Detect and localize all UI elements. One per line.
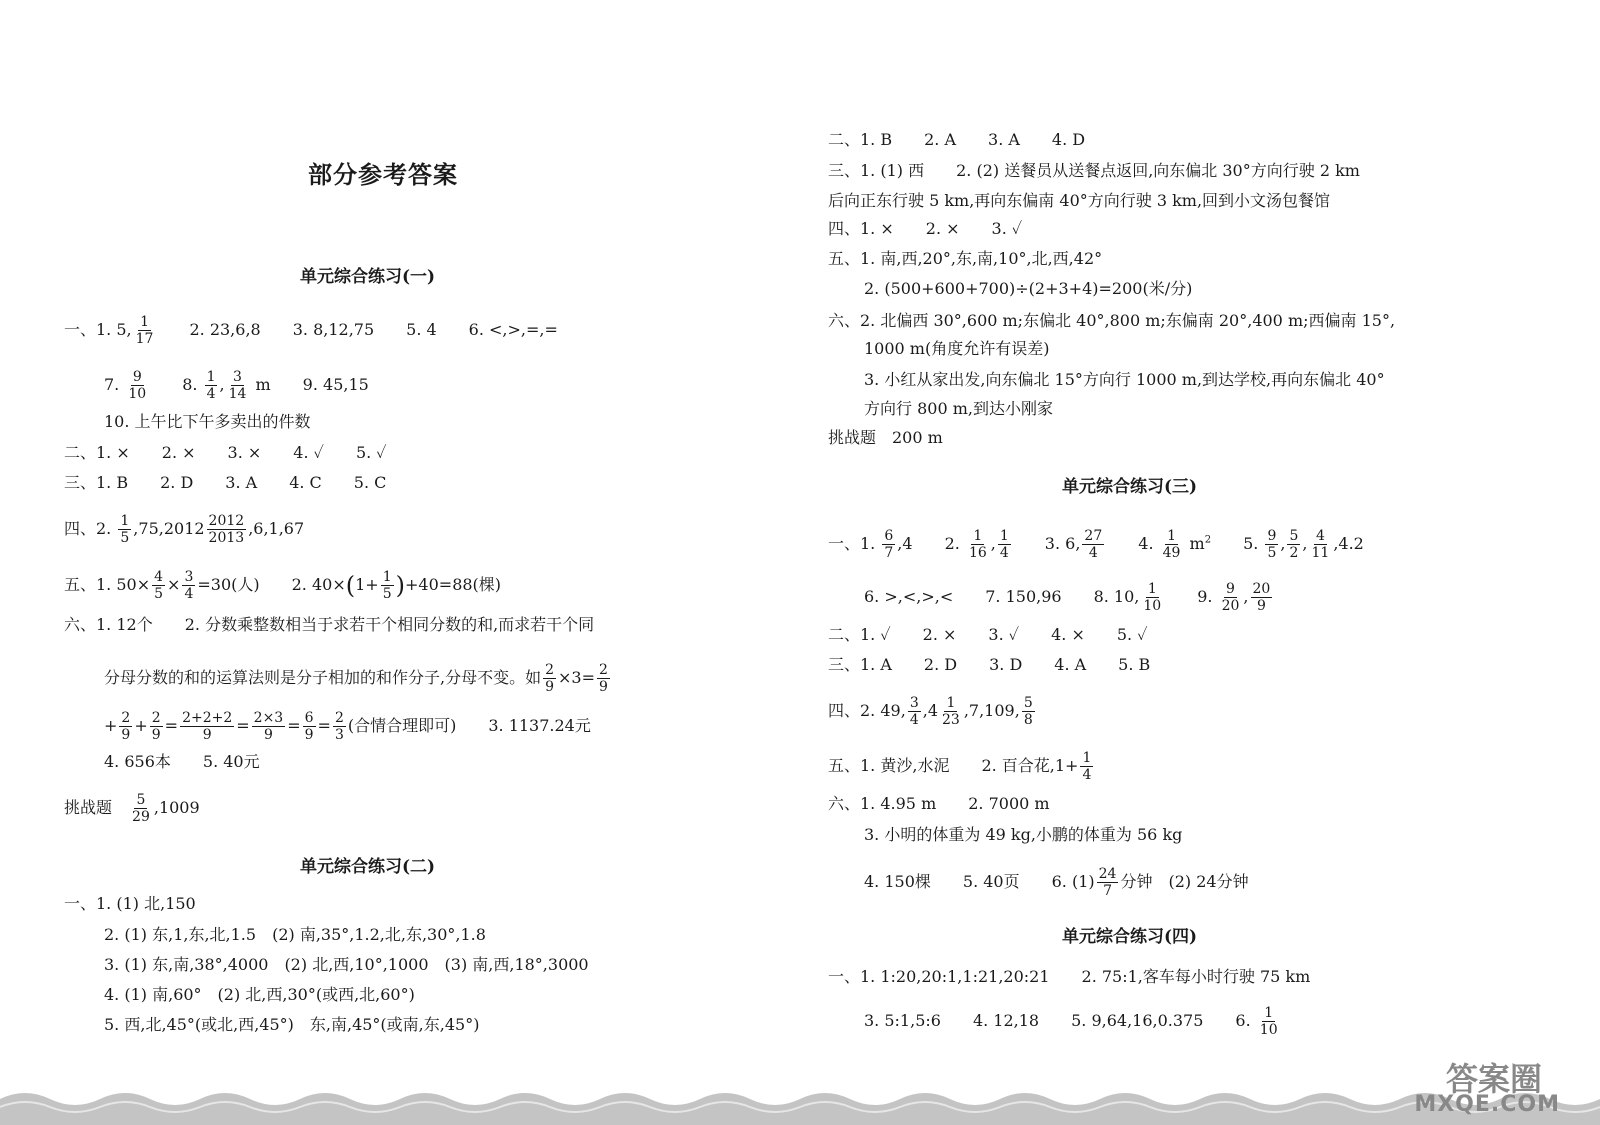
page-title: 部分参考答案 — [308, 160, 458, 189]
answer-line-u2-q2: 二、1. B 2. A 3. A 4. D — [828, 130, 1086, 149]
fraction: $\frac{6}{7}$ — [884, 528, 894, 561]
fraction: $\frac{2}{3}$ — [334, 710, 344, 743]
answer-line-u1-q1a: 一、1. 5, $\frac{1}{17}$ 2. 23,6,8 3. 8,12,75 5. 4 6. <,>,=,= — [64, 314, 558, 347]
answer-line-u1-q6c: + $\frac{2}{9}$ + $\frac{2}{9}$ = $\frac{2+2+2}{9}$ = $\frac{2\times 3}{9}$ = $\frac{6}{9}$ = $\frac{2}{3}$ (合情合理即可) 3. 1137.24元 — [104, 710, 591, 743]
answer-line-u2-q6d: 方向行 800 m,到达小刚家 — [864, 399, 1053, 418]
watermark-url: MXQE.COM — [1414, 1092, 1560, 1117]
fraction: $\frac{1}{4}$ — [999, 528, 1009, 561]
fraction: $\frac{5}{29}$ — [132, 792, 150, 825]
answer-line-u2-q6a: 六、2. 北偏西 30°,600 m;东偏北 40°,800 m;东偏南 20°,400 m;西偏南 15°, — [828, 311, 1396, 330]
answer-line-u2-q6b: 1000 m(角度允许有误差) — [864, 339, 1050, 358]
answer-line-u2-q3b: 后向正东行驶 5 km,再向东偏南 40°方向行驶 3 km,回到小文汤包餐馆 — [828, 191, 1331, 210]
section-heading-unit1: 单元综合练习(一) — [300, 267, 436, 287]
answer-line-u1-q2: 二、1. × 2. × 3. × 4. ✓ 5. ✓ — [64, 443, 387, 462]
answer-line-u1-q1c: 10. 上午比下午多卖出的件数 — [104, 412, 311, 431]
fraction: $\frac{9}{5}$ — [1267, 528, 1277, 561]
fraction: $\frac{1}{23}$ — [942, 695, 960, 728]
answer-line-u1-q6b: 分母分数的和的运算法则是分子相加的和作分子,分母不变。如 $\frac{2}{9}$ ×3= $\frac{2}{9}$ — [104, 662, 608, 695]
answer-line-u1-challenge: 挑战题 $\frac{5}{29}$ ,1009 — [64, 792, 200, 825]
answer-line-u4-2: 3. 5:1,5:6 4. 12,18 5. 9,64,16,0.375 6. $\frac{1}{10}$ — [864, 1005, 1278, 1038]
section-heading-unit4: 单元综合练习(四) — [1062, 927, 1198, 947]
fraction: $\frac{9}{20}$ — [1221, 581, 1240, 614]
fraction: $\frac{2}{9}$ — [545, 662, 555, 695]
section-heading-unit3: 单元综合练习(三) — [1062, 477, 1198, 497]
answer-line-u3-q6a: 六、1. 4.95 m 2. 7000 m — [828, 794, 1050, 813]
decorative-wave-border — [0, 1085, 1600, 1125]
answer-line-u3-q6b: 3. 小明的体重为 49 kg,小鹏的体重为 56 kg — [864, 825, 1183, 844]
answer-line-u2-1: 一、1. (1) 北,150 — [64, 894, 196, 913]
watermark-logo-text: 答案圈 — [1445, 1060, 1542, 1098]
answer-line-u2-q6c: 3. 小红从家出发,向东偏北 15°方向行 1000 m,到达学校,再向东偏北 40° — [864, 370, 1385, 389]
answer-line-u3-q4: 四、2. 49, $\frac{3}{4}$ ,4 $\frac{1}{23}$ ,7,109, $\frac{5}{8}$ — [828, 695, 1033, 728]
fraction: $\frac{3}{14}$ — [228, 369, 247, 402]
answer-line-u3-q3: 三、1. A 2. D 3. D 4. A 5. B — [828, 655, 1151, 674]
answer-line-u3-q1a: 一、1. $\frac{6}{7}$ ,4 2. $\frac{1}{16}$ , $\frac{1}{4}$ 3. 6, $\frac{27}{4}$ 4. $\frac{1}{49}$ $m^2$ 5. $\frac{9}{5}$ , $\frac{5}{2}$ , $\frac{4}{11}$ ,4.2 — [828, 528, 1364, 561]
answer-line-u2-q3a: 三、1. (1) 西 2. (2) 送餐员从送餐点返回,向东偏北 30°方向行驶 2 km — [828, 161, 1360, 180]
answer-line-u3-q5: 五、1. 黄沙,水泥 2. 百合花,1+ $\frac{1}{4}$ — [828, 750, 1092, 783]
fraction: $\frac{3}{4}$ — [909, 695, 919, 728]
fraction: $\frac{1}{5}$ — [120, 513, 130, 546]
fraction: $\frac{2012}{2013}$ — [208, 513, 245, 546]
fraction: $\frac{1}{4}$ — [206, 369, 216, 402]
fraction: $\frac{3}{4}$ — [184, 569, 194, 602]
answer-line-u2-challenge: 挑战题 200 m — [828, 428, 943, 447]
fraction: $\frac{1}{49}$ — [1162, 528, 1181, 561]
fraction: $\frac{4}{5}$ — [154, 569, 164, 602]
answer-line-u2-q5b: 2. (500+600+700)÷(2+3+4)=200(米/分) — [864, 279, 1193, 298]
answer-line-u2-q4: 四、1. × 2. × 3. ✓ — [828, 219, 1023, 238]
answer-line-u1-q1b: 7. $\frac{9}{10}$ 8. $\frac{1}{4}$ , $\frac{3}{14}$ m 9. 45,15 — [104, 369, 369, 402]
fraction: $\frac{2}{9}$ — [151, 710, 161, 743]
fraction: $\frac{5}{8}$ — [1023, 695, 1033, 728]
fraction: $\frac{20}{9}$ — [1252, 581, 1271, 614]
fraction: $\frac{2}{9}$ — [599, 662, 608, 695]
fraction: $\frac{27}{4}$ — [1084, 528, 1103, 561]
answer-line-u3-q1b: 6. >,<,>,< 7. 150,96 8. 10, $\frac{1}{10}$ 9. $\frac{9}{20}$ , $\frac{20}{9}$ — [864, 581, 1271, 614]
fraction: $\frac{24}{7}$ — [1098, 866, 1117, 899]
fraction: $\frac{2+2+2}{9}$ — [182, 710, 233, 743]
fraction: $\frac{2}{9}$ — [121, 710, 131, 743]
answer-line-u2-2: 2. (1) 东,1,东,北,1.5 (2) 南,35°,1.2,北,东,30°,1.8 — [104, 925, 486, 944]
answer-line-u1-q4: 四、2. $\frac{1}{5}$ ,75,2012 $\frac{2012}{2013}$ ,6,1,67 — [64, 513, 305, 546]
answer-line-u2-5: 5. 西,北,45°(或北,西,45°) 东,南,45°(或南,东,45°) — [104, 1015, 480, 1034]
fraction: $\frac{1}{10}$ — [1143, 581, 1162, 614]
fraction: $\frac{1}{5}$ — [382, 569, 392, 602]
answer-line-u1-q5: 五、1. 50× $\frac{4}{5}$ × $\frac{3}{4}$ =30(人) 2. 40×(1+ $\frac{1}{5}$ )+40=88(棵) — [64, 569, 502, 602]
answer-line-u2-3: 3. (1) 东,南,38°,4000 (2) 北,西,10°,1000 (3) 南,西,18°,3000 — [104, 955, 589, 974]
answer-line-u2-q5a: 五、1. 南,西,20°,东,南,10°,北,西,42° — [828, 249, 1103, 268]
answer-line-u1-q6d: 4. 656本 5. 40元 — [104, 752, 260, 771]
answer-line-u2-4: 4. (1) 南,60° (2) 北,西,30°(或西,北,60°) — [104, 985, 415, 1004]
fraction: $\frac{6}{9}$ — [304, 710, 314, 743]
answer-line-u3-q2: 二、1. ✓ 2. × 3. ✓ 4. × 5. ✓ — [828, 625, 1148, 644]
fraction: $\frac{4}{11}$ — [1311, 528, 1330, 561]
fraction: $\frac{2\times 3}{9}$ — [253, 710, 284, 743]
answer-line-u3-q6c: 4. 150棵 5. 40页 6. (1) $\frac{24}{7}$ 分钟 (2) 24分钟 — [864, 866, 1249, 899]
fraction: $\frac{9}{10}$ — [128, 369, 147, 402]
section-heading-unit2: 单元综合练习(二) — [300, 857, 436, 877]
fraction: $\frac{1}{17}$ — [135, 314, 154, 347]
fraction: $\frac{1}{10}$ — [1259, 1005, 1278, 1038]
answer-line-u4-1: 一、1. 1:20,20:1,1:21,20:21 2. 75:1,客车每小时行驶 75 km — [828, 967, 1311, 986]
answer-line-u1-q3: 三、1. B 2. D 3. A 4. C 5. C — [64, 473, 387, 492]
fraction: $\frac{1}{16}$ — [968, 528, 987, 561]
answer-line-u1-q6a: 六、1. 12个 2. 分数乘整数相当于求若干个相同分数的和,而求若干个同 — [64, 615, 595, 634]
fraction: $\frac{5}{2}$ — [1289, 528, 1299, 561]
fraction: $\frac{1}{4}$ — [1082, 750, 1092, 783]
